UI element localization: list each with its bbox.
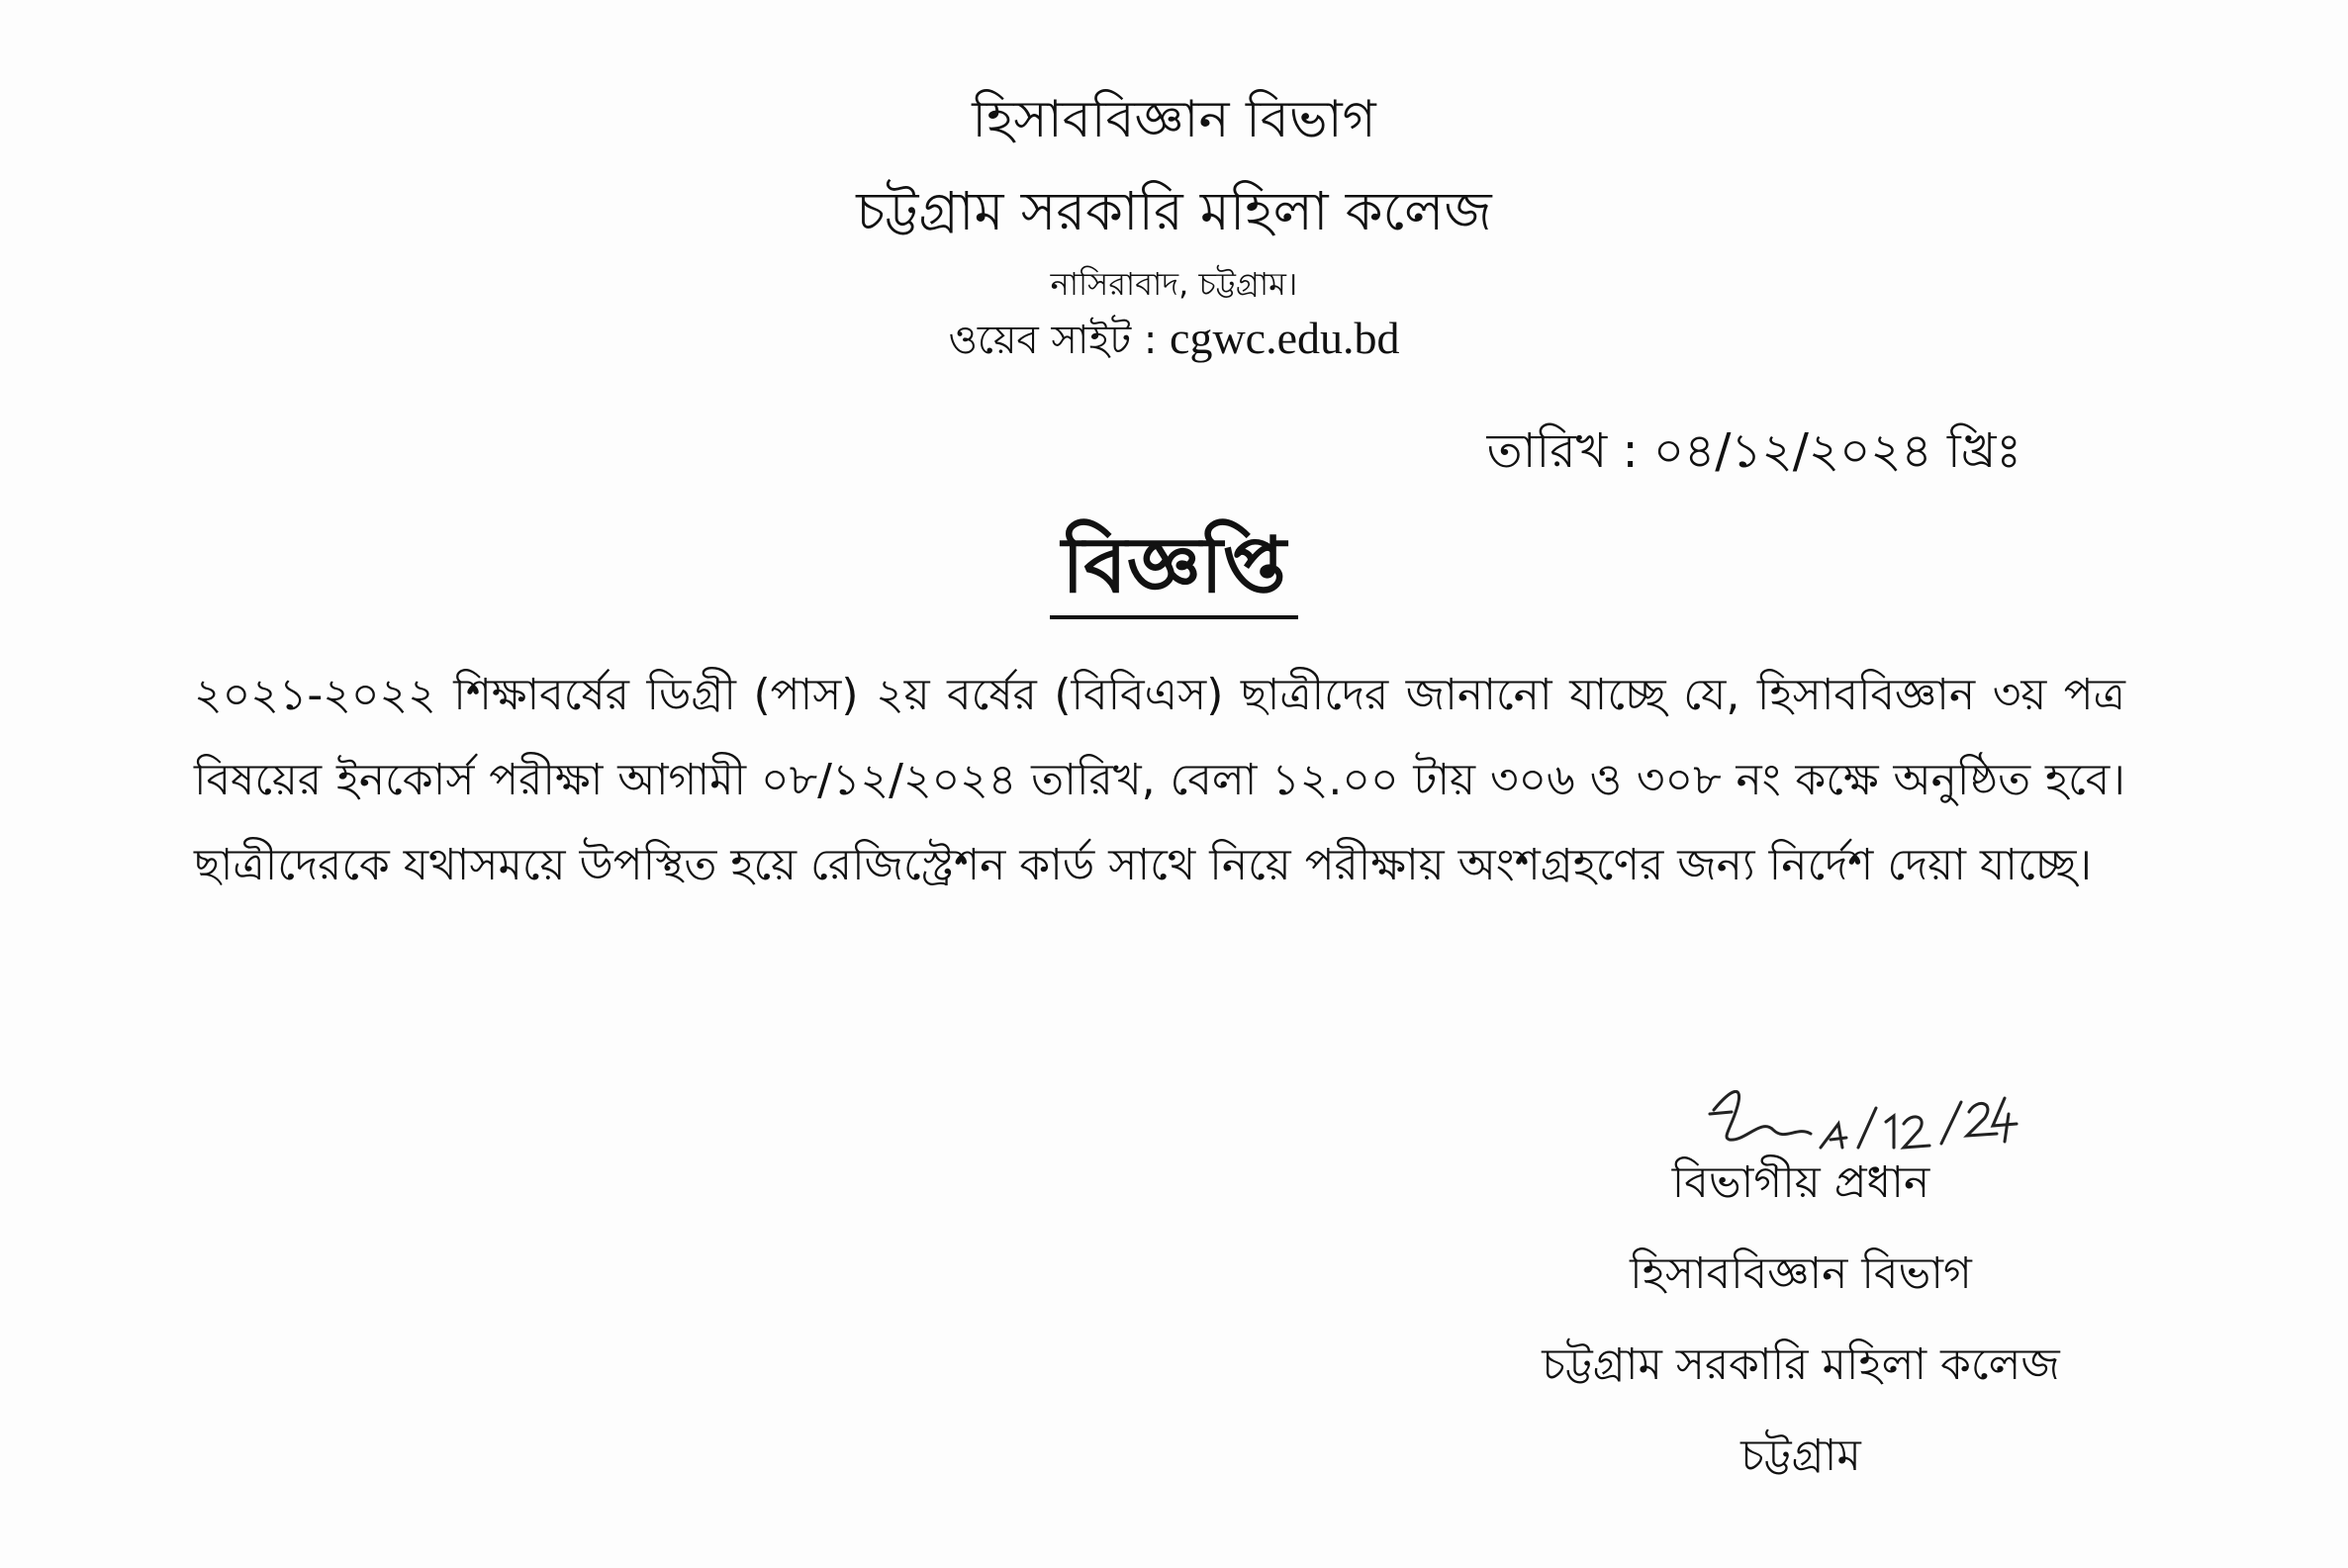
notice-title: বিজ্ঞপ্তি — [1050, 524, 1298, 619]
signatory-designation: বিভাগীয় প্রধান — [1671, 1157, 1930, 1208]
notice-heading — [0, 521, 2348, 619]
website-label: ওয়েব সাইট : — [948, 318, 1158, 363]
notice-date: তারিখ : ০৪/১২/২০২৪ খ্রিঃ — [1486, 423, 2021, 479]
college-address: নাসিরাবাদ, চট্টগ্রাম। — [1050, 265, 1298, 303]
website-line — [0, 309, 2348, 375]
department-title: হিসাববিজ্ঞান বিভাগ — [972, 90, 1376, 149]
website-url: cgwc.edu.bd — [1170, 313, 1400, 363]
signatory-college: চট্টগ্রাম সরকারি মহিলা কলেজ — [1542, 1339, 2060, 1390]
signatory-city: চট্টগ্রাম — [1740, 1430, 1861, 1481]
signature-block — [1346, 1138, 2256, 1502]
notice-body: ২০২১-২০২২ শিক্ষাবর্ষের ডিগ্রী (পাস) ২য় বর্ষের (বিবিএস) ছাত্রীদের জানানো যাচ্ছে যে, হিসাববিজ্ঞান ৩য় পত্র বিষয়ের ইনকোর্স পরীক্ষা আগামী ০৮/১২/২০২৪ তারিখ, বেলা ১২.০০ টায় ৩০৬ ও ৩০৮ নং কক্ষে অনুষ্ঠিত হবে। ছাত্রীদেরকে যথাসময়ে উপস্থিত হয়ে রেজিস্ট্রেশন কার্ড সাথে নিয়ে পরীক্ষায় অংশগ্রহণের জন্য নির্দেশ দেয়া যাচ্ছে। — [194, 670, 2125, 890]
signatory-department: হিসাববিজ্ঞান বিভাগ — [1630, 1248, 1972, 1299]
college-title: চট্টগ্রাম সরকারি মহিলা কলেজ — [856, 180, 1492, 242]
